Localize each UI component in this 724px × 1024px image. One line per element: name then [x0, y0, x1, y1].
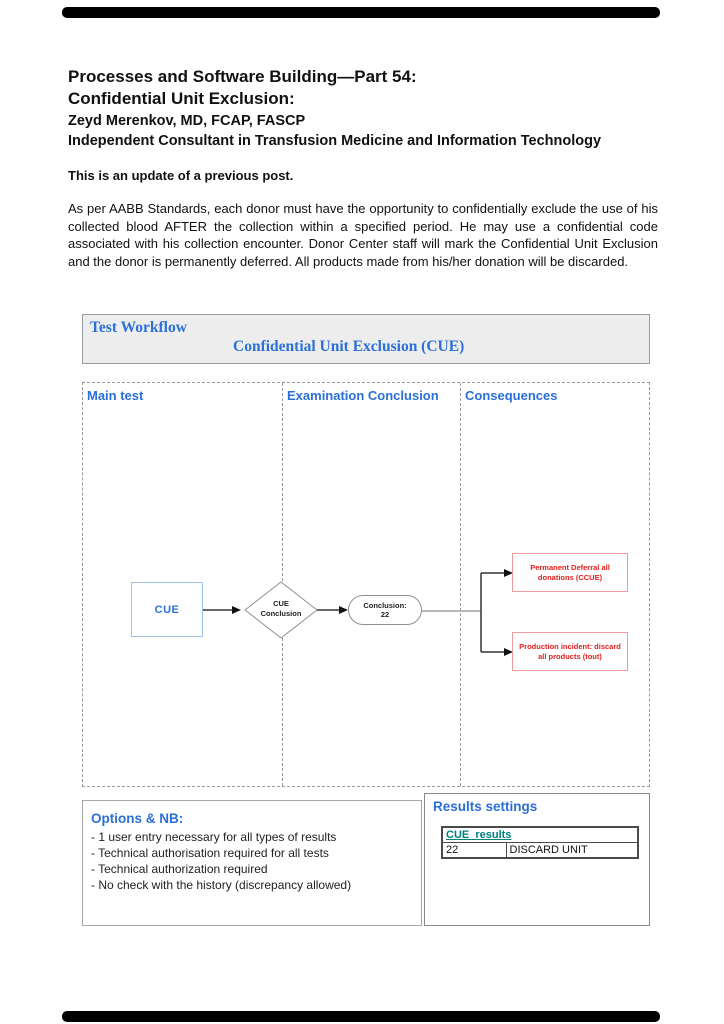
option-item: - 1 user entry necessary for all types of results	[91, 830, 337, 844]
decision-label-line1: CUE	[273, 599, 289, 608]
outcome-production-incident: Production incident: discard all products (tout)	[512, 632, 628, 671]
update-note: This is an update of a previous post.	[68, 168, 294, 183]
arrow-right-icon	[232, 606, 241, 614]
conclusion-label-line1: Conclusion:	[363, 601, 407, 610]
results-box	[424, 793, 650, 926]
option-item: - No check with the history (discrepancy allowed)	[91, 878, 352, 892]
outcome-permanent-deferral: Permanent Deferral all donations (CCUE)	[512, 553, 628, 592]
column-examination-conclusion-label: Examination Conclusion	[287, 388, 439, 403]
conclusion-label-line2: 22	[380, 610, 390, 619]
conclusion-node	[348, 595, 422, 625]
author-block	[68, 111, 668, 151]
option-item: - Technical authorisation required for all tests	[91, 846, 329, 860]
page-title-line1: Processes and Software Building—Part 54:	[68, 67, 417, 86]
top-scan-bar	[62, 7, 660, 18]
bottom-scan-bar	[62, 1011, 660, 1022]
workflow-subtitle: Confidential Unit Exclusion (CUE)	[233, 338, 465, 355]
decision-label-line2: Conclusion	[260, 608, 302, 618]
author-role: Independent Consultant in Transfusion Medicine and Information Technology	[68, 133, 602, 149]
column-main-test-label: Main test	[87, 388, 144, 403]
result-code-cell: 22	[442, 843, 506, 859]
arrow-right-icon	[339, 606, 348, 614]
result-action-cell: DISCARD UNIT	[506, 843, 638, 859]
page-title	[68, 66, 668, 110]
decision-node-label	[245, 599, 317, 618]
results-table-header-row	[442, 827, 638, 843]
results-table-row	[442, 843, 638, 859]
column-consequences-label: Consequences	[465, 388, 558, 403]
workflow-title: Test Workflow	[90, 319, 187, 336]
page-title-line2: Confidential Unit Exclusion:	[68, 89, 295, 108]
option-item: - Technical authorization required	[91, 862, 268, 876]
options-box	[82, 800, 422, 926]
results-table-header: CUE results	[442, 827, 638, 843]
workflow-header-box	[82, 314, 650, 364]
cue-start-node: CUE	[131, 582, 203, 637]
results-table	[441, 826, 639, 859]
author-name: Zeyd Merenkov, MD, FCAP, FASCP	[68, 113, 306, 129]
results-heading: Results settings	[433, 799, 538, 814]
intro-paragraph: As per AABB Standards, each donor must have the opportunity to confidentially exclude the use of his collected blood AFTER the collection within a specified period. He may use a confidential code associated with his collection encounter. Donor Center staff will mark the Confidential Unit Exclusion and the donor is permanently deferred. All products made from his/her donation will be discarded.	[68, 201, 658, 269]
options-heading: Options & NB:	[91, 811, 184, 826]
